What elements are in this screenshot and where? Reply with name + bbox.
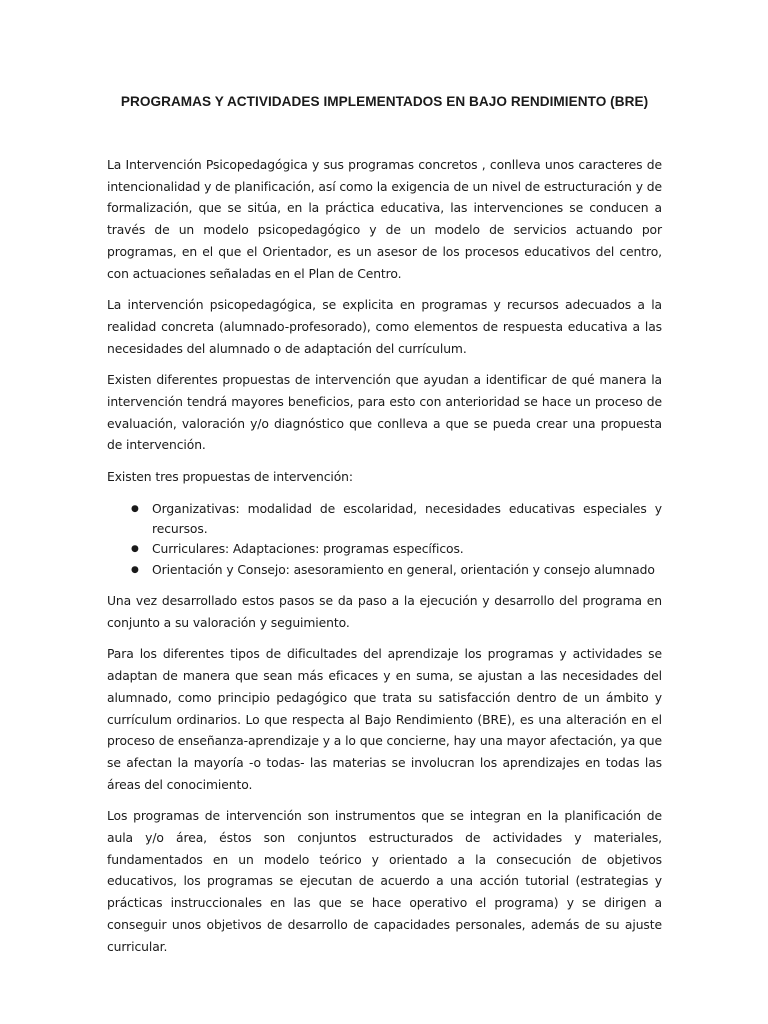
paragraph-propuestas: Existen diferentes propuestas de intervención que ayudan a identificar de qué manera la intervención tendrá mayores beneficios, para esto con anterioridad se hace un proceso de evaluación, valoración y/o diagnóstico que conlleva a que se pueda crear una propuesta de intervención. — [107, 373, 662, 453]
intervention-list — [107, 499, 662, 580]
document-body — [107, 155, 662, 968]
paragraph-dificultades: Para los diferentes tipos de dificultades del aprendizaje los programas y actividades se adaptan de manera que sean más eficaces y en suma, se ajustan a las necesidades del alumnado, como principio pedagógico que trata su satisfacción dentro de un ámbito y currículum ordinarios. Lo que respecta al Bajo Rendimiento (BRE), es una alteración en el proceso de enseñanza-aprendizaje y a lo que concierne, hay una mayor afectación, ya que se afectan la mayoría -o todas- las materias se involucran los aprendizajes en todas las áreas del conocimiento. — [107, 647, 662, 792]
list-item — [131, 499, 662, 540]
list-item — [131, 560, 662, 580]
paragraph-intro: La Intervención Psicopedagógica y sus programas concretos , conlleva unos caracteres de intencionalidad y de planificación, así como la exigencia de un nivel de estructuración y de formalización, que se sitúa, en la práctica educativa, las intervenciones se conducen a través de un modelo psicopedagógico y de un modelo de servicios actuando por programas, en el que el Orientador, es un asesor de los procesos educativos del centro, con actuaciones señaladas en el Plan de Centro. — [107, 158, 662, 281]
list-item — [131, 539, 662, 559]
paragraph-programas: Los programas de intervención son instrumentos que se integran en la planificación de aula y/o área, éstos son conjuntos estructurados de actividades y materiales, fundamentados en un modelo teórico y orientado a la consecución de objetivos educativos, los programas se ejecutan de acuerdo a una acción tutorial (estrategias y prácticas instruccionales en las que se hace operativo el programa) y se dirigen a conseguir unos objetivos de desarrollo de capacidades personales, además de su ajuste curricular. — [107, 809, 662, 954]
paragraph-ejecucion: Una vez desarrollado estos pasos se da paso a la ejecución y desarrollo del programa en conjunto a su valoración y seguimiento. — [107, 594, 662, 630]
bullet-icon: ● — [131, 564, 139, 575]
paragraph-explicita: La intervención psicopedagógica, se explicita en programas y recursos adecuados a la realidad concreta (alumnado-profesorado), como elementos de respuesta educativa a las necesidades del alumnado o de adaptación del currículum. — [107, 298, 662, 356]
bullet-icon: ● — [131, 544, 139, 555]
document-title: PROGRAMAS Y ACTIVIDADES IMPLEMENTADOS EN BAJO RENDIMIENTO (BRE) — [120, 94, 649, 109]
list-item-text: Organizativas: modalidad de escolaridad, necesidades educativas especiales y recursos. — [152, 501, 662, 537]
paragraph-tres-propuestas: Existen tres propuestas de intervención: — [107, 470, 353, 485]
list-item-text: Orientación y Consejo: asesoramiento en general, orientación y consejo alumnado — [152, 562, 655, 577]
bullet-icon: ● — [131, 503, 139, 514]
list-item-text: Curriculares: Adaptaciones: programas específicos. — [152, 542, 464, 557]
